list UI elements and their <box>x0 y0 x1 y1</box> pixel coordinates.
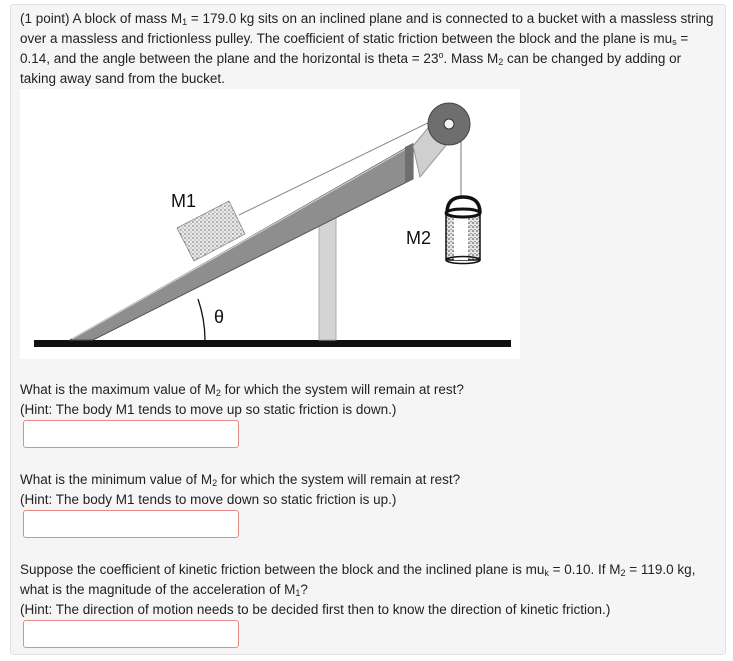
question-1 <box>20 380 720 420</box>
statement-text: = 0.14, and the angle between the plane and the horizontal is theta = 23 <box>20 31 689 66</box>
question-text: = 119.0 kg, what is the magnitude of the acceleration of M <box>20 562 696 597</box>
degree-superscript: o <box>438 50 444 60</box>
support-post <box>319 207 336 340</box>
question-3 <box>20 560 720 620</box>
incline-end-cap <box>405 143 413 183</box>
hint-1: (Hint: The body M1 tends to move up so static friction is down.) <box>20 402 397 417</box>
question-text: ? <box>300 582 308 597</box>
question-text: for which the system will remain at rest? <box>220 382 464 397</box>
subscript: s <box>672 37 677 47</box>
answer-input-1[interactable] <box>23 420 239 448</box>
answer-input-3[interactable] <box>23 620 239 648</box>
incline-diagram-svg <box>20 89 520 359</box>
statement-text: A block of mass M <box>72 11 183 26</box>
subscript: 2 <box>620 568 626 578</box>
label-m1: M1 <box>171 191 197 211</box>
question-text: Suppose the coefficient of kinetic friction between the block and the inclined plane is mu <box>20 562 545 577</box>
subscript: 2 <box>212 478 218 488</box>
question-text: What is the maximum value of M <box>20 382 216 397</box>
theta-arc <box>198 299 205 340</box>
question-text: What is the minimum value of M <box>20 472 213 487</box>
subscript: 2 <box>498 57 504 67</box>
question-text: = 0.10. If M <box>548 562 621 577</box>
statement-text: can be changed by adding or taking away sand from the bucket. <box>20 51 682 86</box>
label-theta: θ <box>214 307 225 327</box>
incline-diagram <box>20 89 520 359</box>
hint-2: (Hint: The body M1 tends to move down so static friction is up.) <box>20 492 397 507</box>
question-2 <box>20 470 720 510</box>
statement-text: . Mass M <box>443 51 499 66</box>
subscript: k <box>544 568 549 578</box>
problem-panel <box>10 4 726 655</box>
incline-top-edge <box>72 146 411 339</box>
answer-input-2[interactable] <box>23 510 239 538</box>
pulley-axle <box>444 119 454 129</box>
subscript: 1 <box>295 588 301 598</box>
statement-text: = 179.0 kg sits on an inclined plane and is connected to a bucket with a massless string over a massless and frictionless pulley. The coefficient of static friction between the block and the plane is mu <box>20 11 714 46</box>
question-text: for which the system will remain at rest? <box>217 472 461 487</box>
ground-line <box>34 340 511 347</box>
label-m2: M2 <box>406 228 432 248</box>
bucket-label-panel <box>454 213 468 260</box>
problem-statement <box>20 9 720 89</box>
bucket-rim <box>446 209 480 217</box>
subscript: 1 <box>182 17 188 27</box>
hint-3: (Hint: The direction of motion needs to be decided first then to know the direction of kinetic friction.) <box>20 602 611 617</box>
subscript: 2 <box>215 388 221 398</box>
points-label: (1 point) <box>20 11 70 26</box>
